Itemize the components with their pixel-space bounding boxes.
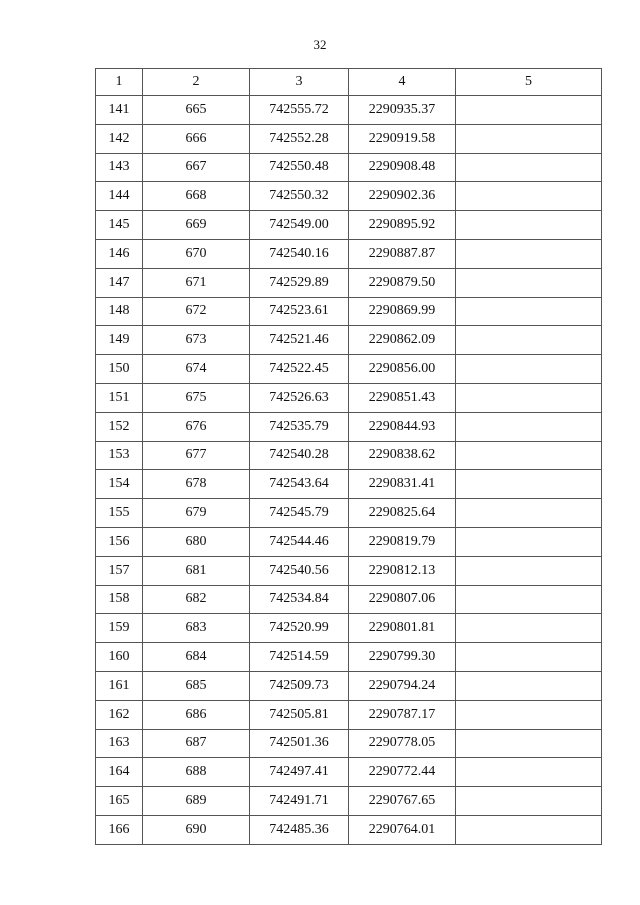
point-number-cell: 682 — [143, 585, 250, 614]
table-row — [96, 671, 602, 700]
row-number-cell: 155 — [96, 499, 143, 528]
table-row — [96, 326, 602, 355]
x-coordinate-cell: 742549.00 — [250, 211, 349, 240]
table-row — [96, 815, 602, 844]
y-coordinate-cell: 2290778.05 — [349, 729, 456, 758]
row-number-cell: 166 — [96, 815, 143, 844]
note-cell — [456, 412, 602, 441]
point-number-cell: 673 — [143, 326, 250, 355]
table-row — [96, 182, 602, 211]
table-row — [96, 643, 602, 672]
note-cell — [456, 441, 602, 470]
note-cell — [456, 556, 602, 585]
x-coordinate-cell: 742540.28 — [250, 441, 349, 470]
x-coordinate-cell: 742497.41 — [250, 758, 349, 787]
table-row — [96, 787, 602, 816]
point-number-cell: 685 — [143, 671, 250, 700]
table-row — [96, 470, 602, 499]
table-row — [96, 758, 602, 787]
point-number-cell: 683 — [143, 614, 250, 643]
x-coordinate-cell: 742523.61 — [250, 297, 349, 326]
table-row — [96, 383, 602, 412]
row-number-cell: 160 — [96, 643, 143, 672]
x-coordinate-cell: 742540.16 — [250, 239, 349, 268]
note-cell — [456, 787, 602, 816]
header-cell: 1 — [96, 69, 143, 96]
row-number-cell: 164 — [96, 758, 143, 787]
y-coordinate-cell: 2290819.79 — [349, 527, 456, 556]
row-number-cell: 144 — [96, 182, 143, 211]
x-coordinate-cell: 742491.71 — [250, 787, 349, 816]
point-number-cell: 689 — [143, 787, 250, 816]
point-number-cell: 670 — [143, 239, 250, 268]
x-coordinate-cell: 742552.28 — [250, 124, 349, 153]
x-coordinate-cell: 742505.81 — [250, 700, 349, 729]
y-coordinate-cell: 2290812.13 — [349, 556, 456, 585]
point-number-cell: 681 — [143, 556, 250, 585]
note-cell — [456, 96, 602, 125]
y-coordinate-cell: 2290799.30 — [349, 643, 456, 672]
y-coordinate-cell: 2290895.92 — [349, 211, 456, 240]
row-number-cell: 146 — [96, 239, 143, 268]
row-number-cell: 142 — [96, 124, 143, 153]
x-coordinate-cell: 742543.64 — [250, 470, 349, 499]
y-coordinate-cell: 2290844.93 — [349, 412, 456, 441]
row-number-cell: 152 — [96, 412, 143, 441]
x-coordinate-cell: 742544.46 — [250, 527, 349, 556]
row-number-cell: 163 — [96, 729, 143, 758]
table-row — [96, 527, 602, 556]
x-coordinate-cell: 742501.36 — [250, 729, 349, 758]
note-cell — [456, 671, 602, 700]
note-cell — [456, 211, 602, 240]
x-coordinate-cell: 742550.32 — [250, 182, 349, 211]
note-cell — [456, 614, 602, 643]
x-coordinate-cell: 742529.89 — [250, 268, 349, 297]
y-coordinate-cell: 2290767.65 — [349, 787, 456, 816]
row-number-cell: 151 — [96, 383, 143, 412]
row-number-cell: 148 — [96, 297, 143, 326]
table-row — [96, 124, 602, 153]
note-cell — [456, 643, 602, 672]
point-number-cell: 665 — [143, 96, 250, 125]
point-number-cell: 688 — [143, 758, 250, 787]
table-header-row — [96, 69, 602, 96]
note-cell — [456, 700, 602, 729]
y-coordinate-cell: 2290764.01 — [349, 815, 456, 844]
table-row — [96, 412, 602, 441]
point-number-cell: 668 — [143, 182, 250, 211]
row-number-cell: 141 — [96, 96, 143, 125]
note-cell — [456, 326, 602, 355]
note-cell — [456, 239, 602, 268]
row-number-cell: 161 — [96, 671, 143, 700]
note-cell — [456, 470, 602, 499]
point-number-cell: 669 — [143, 211, 250, 240]
x-coordinate-cell: 742545.79 — [250, 499, 349, 528]
point-number-cell: 671 — [143, 268, 250, 297]
row-number-cell: 154 — [96, 470, 143, 499]
point-number-cell: 667 — [143, 153, 250, 182]
table-row — [96, 239, 602, 268]
y-coordinate-cell: 2290794.24 — [349, 671, 456, 700]
header-cell: 5 — [456, 69, 602, 96]
row-number-cell: 157 — [96, 556, 143, 585]
y-coordinate-cell: 2290838.62 — [349, 441, 456, 470]
point-number-cell: 680 — [143, 527, 250, 556]
point-number-cell: 684 — [143, 643, 250, 672]
page-number: 32 — [313, 37, 327, 52]
table-row — [96, 153, 602, 182]
point-number-cell: 687 — [143, 729, 250, 758]
x-coordinate-cell: 742485.36 — [250, 815, 349, 844]
y-coordinate-cell: 2290887.87 — [349, 239, 456, 268]
table-row — [96, 355, 602, 384]
note-cell — [456, 182, 602, 211]
table-row — [96, 441, 602, 470]
point-number-cell: 666 — [143, 124, 250, 153]
y-coordinate-cell: 2290787.17 — [349, 700, 456, 729]
point-number-cell: 677 — [143, 441, 250, 470]
y-coordinate-cell: 2290869.99 — [349, 297, 456, 326]
note-cell — [456, 499, 602, 528]
note-cell — [456, 297, 602, 326]
note-cell — [456, 729, 602, 758]
y-coordinate-cell: 2290935.37 — [349, 96, 456, 125]
x-coordinate-cell: 742526.63 — [250, 383, 349, 412]
point-number-cell: 675 — [143, 383, 250, 412]
header-cell: 4 — [349, 69, 456, 96]
table-row — [96, 499, 602, 528]
x-coordinate-cell: 742555.72 — [250, 96, 349, 125]
note-cell — [456, 355, 602, 384]
table-row — [96, 211, 602, 240]
x-coordinate-cell: 742540.56 — [250, 556, 349, 585]
x-coordinate-cell: 742522.45 — [250, 355, 349, 384]
table-row — [96, 585, 602, 614]
y-coordinate-cell: 2290856.00 — [349, 355, 456, 384]
row-number-cell: 153 — [96, 441, 143, 470]
note-cell — [456, 758, 602, 787]
note-cell — [456, 383, 602, 412]
row-number-cell: 159 — [96, 614, 143, 643]
coordinates-table — [95, 68, 602, 845]
y-coordinate-cell: 2290801.81 — [349, 614, 456, 643]
x-coordinate-cell: 742509.73 — [250, 671, 349, 700]
x-coordinate-cell: 742534.84 — [250, 585, 349, 614]
y-coordinate-cell: 2290851.43 — [349, 383, 456, 412]
x-coordinate-cell: 742521.46 — [250, 326, 349, 355]
row-number-cell: 150 — [96, 355, 143, 384]
y-coordinate-cell: 2290825.64 — [349, 499, 456, 528]
y-coordinate-cell: 2290772.44 — [349, 758, 456, 787]
point-number-cell: 676 — [143, 412, 250, 441]
y-coordinate-cell: 2290831.41 — [349, 470, 456, 499]
table-row — [96, 268, 602, 297]
note-cell — [456, 527, 602, 556]
row-number-cell: 147 — [96, 268, 143, 297]
table-row — [96, 96, 602, 125]
point-number-cell: 674 — [143, 355, 250, 384]
row-number-cell: 149 — [96, 326, 143, 355]
row-number-cell: 158 — [96, 585, 143, 614]
header-cell: 2 — [143, 69, 250, 96]
point-number-cell: 678 — [143, 470, 250, 499]
point-number-cell: 672 — [143, 297, 250, 326]
row-number-cell: 145 — [96, 211, 143, 240]
note-cell — [456, 153, 602, 182]
note-cell — [456, 585, 602, 614]
table-body — [96, 69, 602, 845]
point-number-cell: 679 — [143, 499, 250, 528]
row-number-cell: 165 — [96, 787, 143, 816]
header-cell: 3 — [250, 69, 349, 96]
point-number-cell: 690 — [143, 815, 250, 844]
y-coordinate-cell: 2290902.36 — [349, 182, 456, 211]
y-coordinate-cell: 2290862.09 — [349, 326, 456, 355]
x-coordinate-cell: 742514.59 — [250, 643, 349, 672]
note-cell — [456, 268, 602, 297]
x-coordinate-cell: 742550.48 — [250, 153, 349, 182]
y-coordinate-cell: 2290908.48 — [349, 153, 456, 182]
table-row — [96, 556, 602, 585]
table-row — [96, 297, 602, 326]
table-row — [96, 614, 602, 643]
table-row — [96, 700, 602, 729]
row-number-cell: 156 — [96, 527, 143, 556]
table-row — [96, 729, 602, 758]
row-number-cell: 162 — [96, 700, 143, 729]
y-coordinate-cell: 2290879.50 — [349, 268, 456, 297]
note-cell — [456, 124, 602, 153]
note-cell — [456, 815, 602, 844]
x-coordinate-cell: 742535.79 — [250, 412, 349, 441]
x-coordinate-cell: 742520.99 — [250, 614, 349, 643]
point-number-cell: 686 — [143, 700, 250, 729]
y-coordinate-cell: 2290807.06 — [349, 585, 456, 614]
y-coordinate-cell: 2290919.58 — [349, 124, 456, 153]
row-number-cell: 143 — [96, 153, 143, 182]
